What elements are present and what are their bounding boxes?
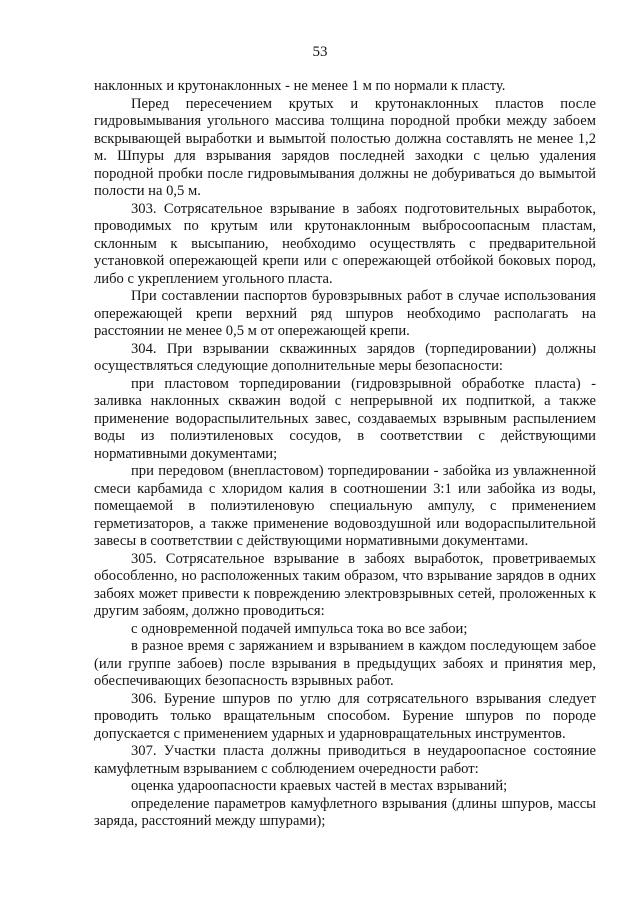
paragraph: определение параметров камуфлетного взрывания (длины шпуров, массы заряда, расстояний между шпурами);	[94, 795, 596, 829]
paragraph: наклонных и крутонаклонных - не менее 1 м по нормали к пласту.	[94, 78, 506, 94]
paragraph: с одновременной подачей импульса тока во все забои;	[131, 620, 468, 637]
paragraph: оценка удароопасности краевых частей в местах взрываний;	[131, 778, 508, 794]
paragraph: Перед пересечением крутых и крутонаклонных пластов после гидровымывания угольного массива толщина породной пробки между забоем вскрывающей выработки и вымытой полостью должна составлять не менее 1,2 м. Шпуры для взрывания зарядов последней заходки с целью удаления породной пробки после гидровымывания должны не добуриваться до вымытой полости на 0,5 м.	[94, 95, 596, 199]
paragraph-section-307: 307. Участки пласта должны приводиться в неудароопасное состояние камуфлетным взрыванием с соблюдением очередности работ:	[94, 743, 596, 777]
document-body	[94, 78, 596, 831]
paragraph: в разное время с заряжанием и взрыванием в каждом последующем забое (или группе забоев) после взрывания в предыдущих забоях и принятия мер, обеспечивающих безопасность взрывных работ.	[94, 638, 596, 689]
paragraph-section-303: 303. Сотрясательное взрывание в забоях подготовительных выработок, проводимых по крутым или крутонаклонным выбросоопасным пластам, склонным к высыпанию, необходимо осуществлять с предварительной установкой опережающей крепи или с опережающей отбойкой боковых пород, либо с укреплением угольного пласта.	[94, 200, 596, 287]
paragraph-section-305: 305. Сотрясательное взрывание в забоях выработок, проветриваемых обособленно, но расположенных таким образом, что взрывание зарядов в одних забоях может привести к повреждению электровзрывных сетей, проложенных к другим забоям, должно проводиться:	[94, 550, 596, 619]
paragraph: при пластовом торпедировании (гидровзрывной обработке пласта) - заливка наклонных скважин водой с непрерывной их подпиткой, а также применение водораспылительных завес, создаваемых взрывным распылением воды из полиэтиленовых сосудов, в соответствии с действующими нормативными документами;	[94, 375, 596, 462]
paragraph-section-306: 306. Бурение шпуров по углю для сотрясательного взрывания следует проводить только вращательным способом. Бурение шпуров по породе допускается с применением ударных и ударновращательных инструментов.	[94, 690, 596, 742]
paragraph: при передовом (внепластовом) торпедировании - забойка из увлажненной смеси карбамида с хлоридом калия в соотношении 3:1 или забойка из воды, помещаемой в полиэтиленовую специальную ампулу, с применением герметизаторов, а также применение водовоздушной или водораспылительной завесы в соответствии с действующими нормативными документами.	[94, 463, 596, 549]
paragraph: При составлении паспортов буровзрывных работ в случае использования опережающей крепи верхний ряд шпуров необходимо располагать на расстоянии не менее 0,5 м от опережающей крепи.	[94, 288, 596, 339]
page-number: 53	[312, 44, 328, 60]
paragraph-section-304: 304. При взрывании скважинных зарядов (торпедировании) должны осуществляться следующие дополнительные меры безопасности:	[94, 340, 596, 374]
